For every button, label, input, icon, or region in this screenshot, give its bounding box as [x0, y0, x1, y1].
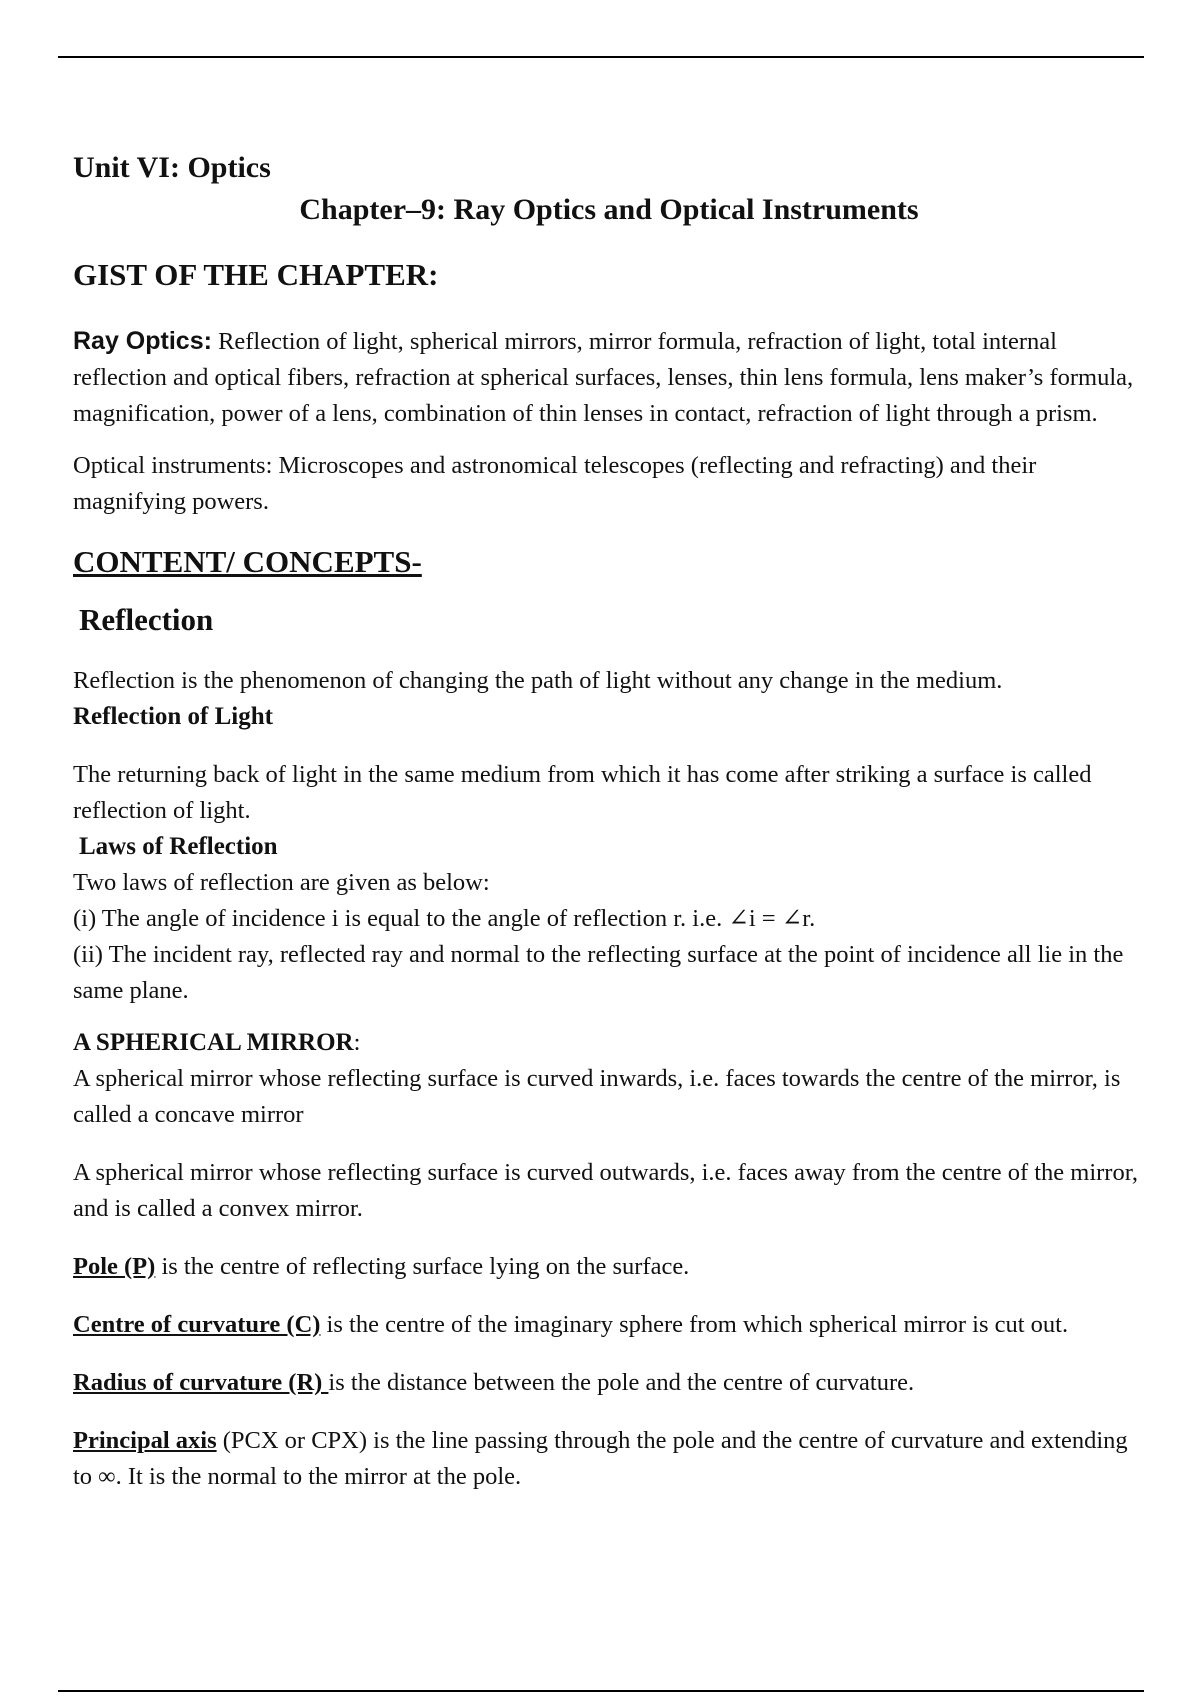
bottom-rule [58, 1690, 1144, 1692]
pole-definition [73, 1249, 1145, 1285]
top-rule [58, 56, 1144, 58]
pole-term: Pole (P) [73, 1252, 156, 1280]
unit-title: Unit VI: Optics [73, 151, 271, 184]
ray-optics-label: Ray Optics: [73, 327, 212, 356]
spherical-mirror-title: A SPHERICAL MIRROR [73, 1028, 354, 1056]
laws-heading: Laws of Reflection [79, 832, 278, 860]
gist-heading: GIST OF THE CHAPTER: [73, 257, 439, 292]
ray-optics-paragraph [73, 323, 1145, 432]
content-concepts-heading: CONTENT/ CONCEPTS- [73, 544, 422, 580]
radius-of-curvature-term: Radius of curvature (R) [73, 1368, 329, 1396]
ray-optics-text: Reflection of light, spherical mirrors, mirror formula, refraction of light, total internal reflection and optical fibers, refraction at spherical surfaces, lenses, thin lens formula, lens maker’s formula, magnification, power of a lens, combination of thin lenses in contact, refraction of light through a prism. [73, 328, 1134, 428]
pole-text: is the centre of reflecting surface lying on the surface. [155, 1252, 690, 1280]
reflection-of-light-heading: Reflection of Light [73, 702, 273, 730]
page-content [73, 150, 1145, 1495]
principal-axis-definition [73, 1423, 1145, 1495]
reflection-definition: Reflection is the phenomenon of changing the path of light without any change in the medium. [73, 666, 1003, 694]
principal-axis-term: Principal axis [73, 1426, 217, 1454]
centre-of-curvature-term: Centre of curvature (C) [73, 1310, 321, 1338]
centre-of-curvature-definition [73, 1307, 1145, 1343]
centre-of-curvature-text: is the centre of the imaginary sphere from which spherical mirror is cut out. [320, 1310, 1069, 1338]
laws-intro: Two laws of reflection are given as below: [73, 868, 490, 896]
radius-of-curvature-text: is the distance between the pole and the centre of curvature. [328, 1368, 915, 1396]
principal-axis-text: (PCX or CPX) is the line passing through the pole and the centre of curvature and extending to ∞. It is the normal to the mirror at the pole. [73, 1426, 1128, 1490]
radius-of-curvature-definition [73, 1365, 1145, 1401]
concave-mirror-text: A spherical mirror whose reflecting surface is curved inwards, i.e. faces towards the centre of the mirror, is called a concave mirror [73, 1064, 1121, 1128]
convex-mirror-text: A spherical mirror whose reflecting surface is curved outwards, i.e. faces away from the centre of the mirror, and is called a convex mirror. [73, 1158, 1139, 1222]
law-2: (ii) The incident ray, reflected ray and normal to the reflecting surface at the point of incidence all lie in the same plane. [73, 940, 1124, 1004]
optical-instruments-paragraph: Optical instruments: Microscopes and astronomical telescopes (reflecting and refracting) and their magnifying powers. [73, 452, 1037, 516]
reflection-heading: Reflection [79, 602, 214, 638]
reflection-of-light-text: The returning back of light in the same medium from which it has come after striking a surface is called reflection of light. [73, 760, 1092, 824]
chapter-title: Chapter–9: Ray Optics and Optical Instruments [299, 193, 919, 226]
law-1: (i) The angle of incidence i is equal to the angle of reflection r. i.e. ∠i = ∠r. [73, 904, 816, 932]
spherical-mirror-colon: : [353, 1028, 361, 1056]
spherical-mirror-heading [73, 1025, 1145, 1061]
